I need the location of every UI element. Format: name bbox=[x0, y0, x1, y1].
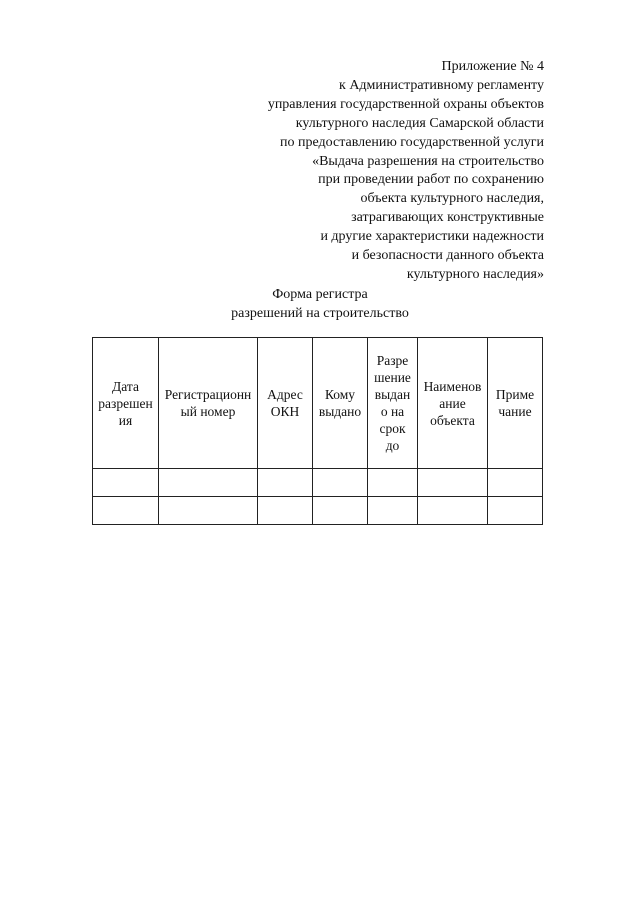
header-line: чание bbox=[498, 404, 532, 419]
table-cell bbox=[418, 469, 488, 497]
table-cell bbox=[368, 469, 418, 497]
header-line: шение bbox=[374, 370, 411, 385]
table-cell bbox=[368, 497, 418, 525]
header-line: ание bbox=[439, 395, 466, 411]
appendix-line: и другие характеристики надежности bbox=[320, 229, 544, 245]
header-line: о на bbox=[380, 404, 405, 419]
header-line: Адрес bbox=[267, 387, 303, 402]
header-line: Регистрационн bbox=[164, 387, 252, 402]
header-issued-to bbox=[313, 338, 368, 469]
table-cell bbox=[159, 469, 258, 497]
header-registration-number bbox=[159, 338, 258, 469]
header-valid-until bbox=[368, 338, 418, 469]
table-cell bbox=[159, 497, 258, 525]
appendix-line: объекта культурного наследия, bbox=[360, 191, 544, 207]
header-line: срок bbox=[379, 421, 406, 436]
header-line: объекта bbox=[430, 412, 475, 428]
table-cell bbox=[488, 469, 543, 497]
header-permit-date bbox=[93, 338, 159, 469]
table-cell bbox=[313, 469, 368, 497]
appendix-line: и безопасности данного объекта bbox=[351, 248, 544, 264]
appendix-line: Приложение № 4 bbox=[441, 59, 544, 74]
header-line: ый номер bbox=[180, 404, 236, 419]
table-header-row bbox=[93, 338, 543, 469]
appendix-line: культурного наследия» bbox=[406, 266, 544, 282]
form-title bbox=[160, 285, 480, 323]
form-title-line: разрешений на строительство bbox=[231, 306, 409, 321]
appendix-line: «Выдача разрешения на строительство bbox=[312, 153, 544, 169]
appendix-line: к Административному регламенту bbox=[339, 77, 544, 93]
header-line: до bbox=[385, 438, 400, 453]
header-line: Кому bbox=[324, 387, 356, 402]
table-cell bbox=[93, 469, 159, 497]
appendix-line: по предоставлению государственной услуги bbox=[280, 134, 544, 150]
header-line: Наименов bbox=[423, 378, 482, 394]
header-line: Дата bbox=[112, 378, 139, 394]
appendix-line: управления государственной охраны объектов bbox=[267, 96, 544, 112]
header-line: разрешен bbox=[98, 395, 153, 411]
header-line: Приме bbox=[495, 387, 535, 402]
header-line: выдан bbox=[374, 387, 411, 402]
header-object-name bbox=[418, 338, 488, 469]
appendix-line: культурного наследия Самарской области bbox=[295, 115, 544, 131]
header-line: выдано bbox=[318, 404, 362, 419]
appendix-line: затрагивающих конструктивные bbox=[351, 210, 544, 226]
table-cell bbox=[93, 497, 159, 525]
table-cell bbox=[488, 497, 543, 525]
appendix-header bbox=[184, 58, 544, 285]
appendix-line: при проведении работ по сохранению bbox=[318, 172, 544, 188]
table-cell bbox=[313, 497, 368, 525]
table-cell bbox=[258, 469, 313, 497]
header-line: ия bbox=[118, 412, 133, 428]
header-line: ОКН bbox=[270, 404, 300, 419]
permit-register-table bbox=[92, 337, 543, 525]
table-cell bbox=[418, 497, 488, 525]
header-notes bbox=[488, 338, 543, 469]
form-title-line: Форма регистра bbox=[272, 287, 368, 302]
table-row bbox=[93, 469, 543, 497]
header-line: Разре bbox=[376, 353, 409, 368]
table-cell bbox=[258, 497, 313, 525]
table-row bbox=[93, 497, 543, 525]
header-okn-address bbox=[258, 338, 313, 469]
